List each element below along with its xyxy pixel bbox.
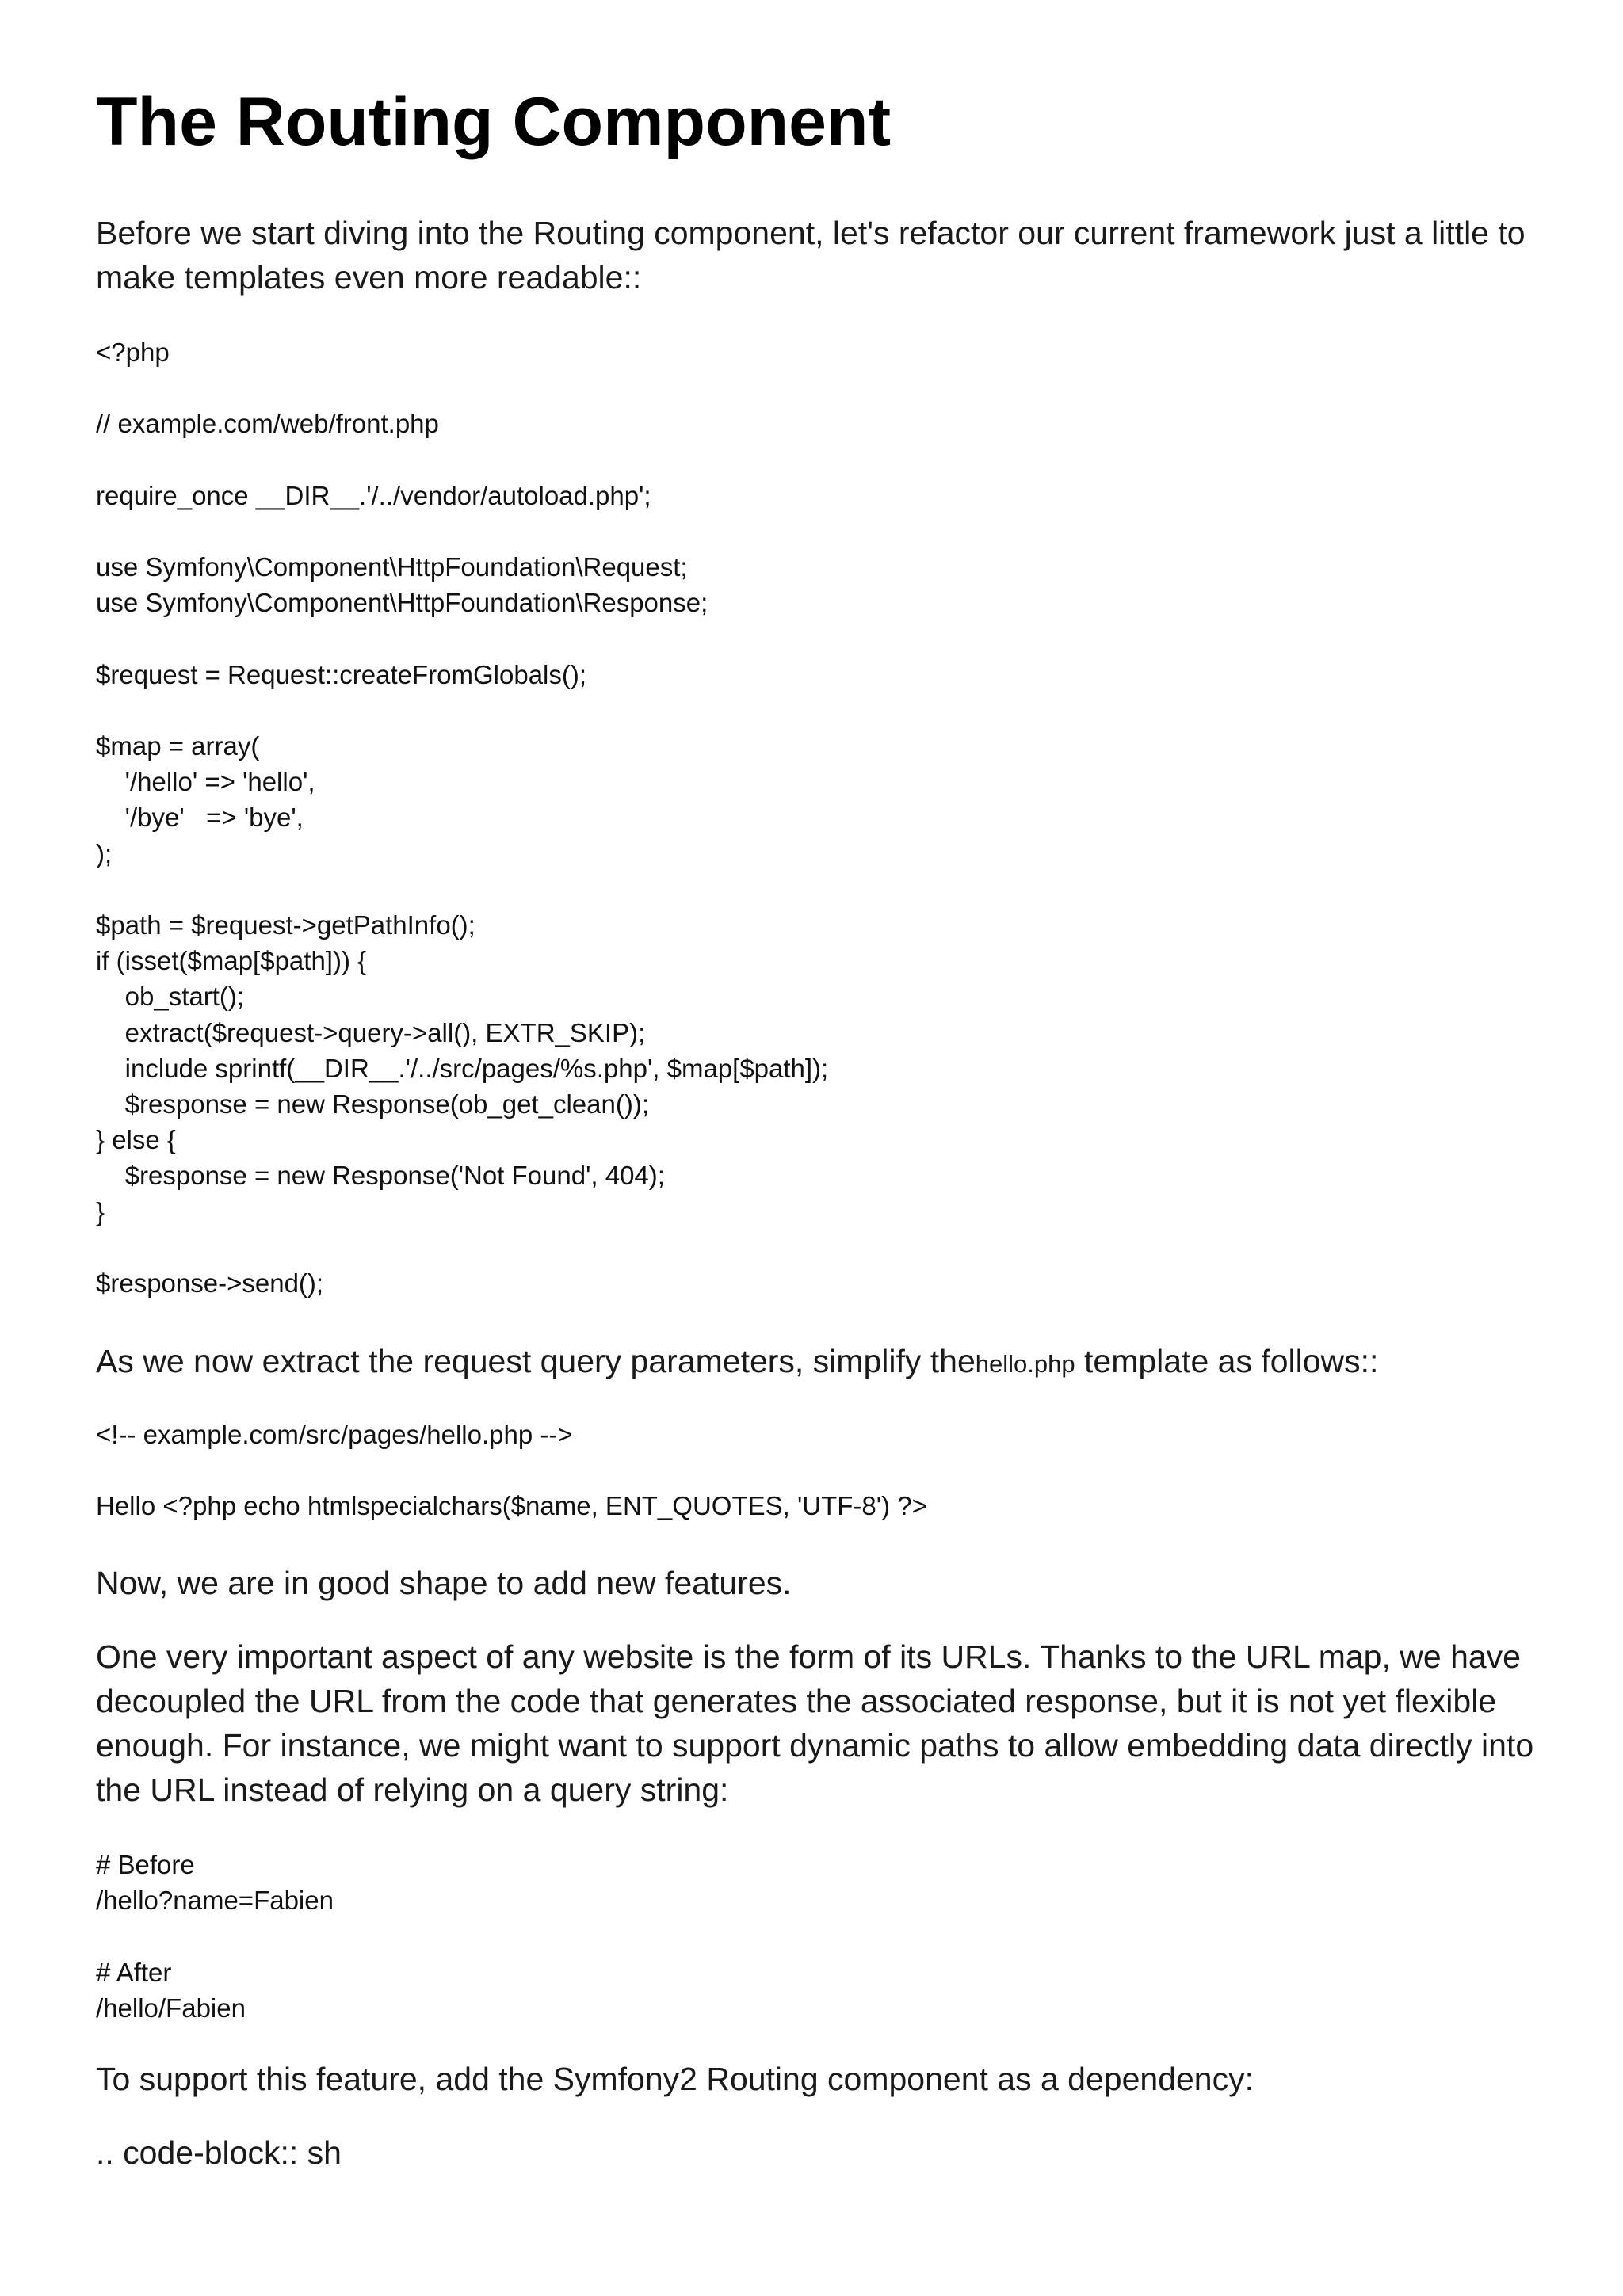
code-line: } else { — [96, 1125, 176, 1155]
code-line: '/hello' => 'hello', — [96, 767, 315, 797]
code-line: use Symfony\Component\HttpFoundation\Response; — [96, 588, 708, 618]
code-line: $response->send(); — [96, 1268, 324, 1298]
code-line: include sprintf(__DIR__.'/../src/pages/%s.php', $map[$path]); — [96, 1053, 829, 1083]
page-title: The Routing Component — [96, 84, 892, 160]
code-line: if (isset($map[$path])) { — [96, 946, 367, 976]
code-line: # Before — [96, 1850, 195, 1879]
code-line — [96, 370, 828, 406]
code-line — [96, 692, 828, 728]
code-line: $path = $request->getPathInfo(); — [96, 910, 475, 940]
code-line — [96, 442, 828, 478]
code-line: } — [96, 1196, 105, 1226]
intro-paragraph: Before we start diving into the Routing component, let's refactor our current framework just a little to make templates even more readable:: — [96, 215, 1526, 296]
code-line: $map = array( — [96, 731, 260, 761]
code-line: ob_start(); — [96, 982, 245, 1012]
code-line: extract($request->query->all(), EXTR_SKIP); — [96, 1017, 646, 1047]
code-line: <!-- example.com/src/pages/hello.php --> — [96, 1420, 573, 1449]
code-line: ); — [96, 838, 113, 868]
code-line: '/bye' => 'bye', — [96, 803, 304, 833]
code-line: # After — [96, 1957, 172, 1987]
code-line: // example.com/web/front.php — [96, 409, 439, 439]
code-line: <?php — [96, 338, 170, 367]
code-line: require_once __DIR__.'/../vendor/autoload.php'; — [96, 480, 651, 510]
good-shape-paragraph: Now, we are in good shape to add new features. — [96, 1565, 792, 1601]
url-examples-code — [96, 1847, 334, 2026]
code-line: /hello/Fabien — [96, 1993, 246, 2023]
code-line — [96, 1918, 334, 1954]
code-line — [96, 513, 828, 549]
front-controller-code — [96, 334, 828, 1301]
code-line: Hello <?php echo htmlspecialchars($name, ENT_QUOTES, 'UTF-8') ?> — [96, 1491, 927, 1521]
code-line — [96, 621, 828, 657]
code-line: $response = new Response('Not Found', 404); — [96, 1161, 665, 1191]
code-line — [96, 871, 828, 907]
hello-template-code — [96, 1417, 927, 1524]
document-page — [96, 0, 1546, 2171]
routing-dependency-paragraph: To support this feature, add the Symfony2 Routing component as a dependency: — [96, 2061, 1254, 2097]
code-line: use Symfony\Component\HttpFoundation\Request; — [96, 552, 688, 582]
code-block-directive: .. code-block:: sh — [96, 2134, 342, 2171]
url-form-paragraph: One very important aspect of any website is the form of its URLs. Thanks to the URL map, we have decoupled the URL from the code that generates the associated response, but it is not yet flexible enough. For instance, we might want to support dynamic paths to allow embedding data directly into the URL instead of relying on a query string: — [96, 1638, 1534, 1808]
extract-text-before: As we now extract the request query parameters, simplify the — [96, 1343, 976, 1379]
extract-paragraph — [96, 1339, 1546, 1386]
inline-code-hello-php: hello.php — [975, 1350, 1075, 1378]
extract-text-after: template as follows:: — [1075, 1343, 1379, 1379]
code-line — [96, 1452, 927, 1488]
code-line — [96, 1230, 828, 1265]
code-line: /hello?name=Fabien — [96, 1886, 334, 1916]
code-line: $response = new Response(ob_get_clean()); — [96, 1089, 649, 1119]
code-line: $request = Request::createFromGlobals(); — [96, 659, 587, 689]
